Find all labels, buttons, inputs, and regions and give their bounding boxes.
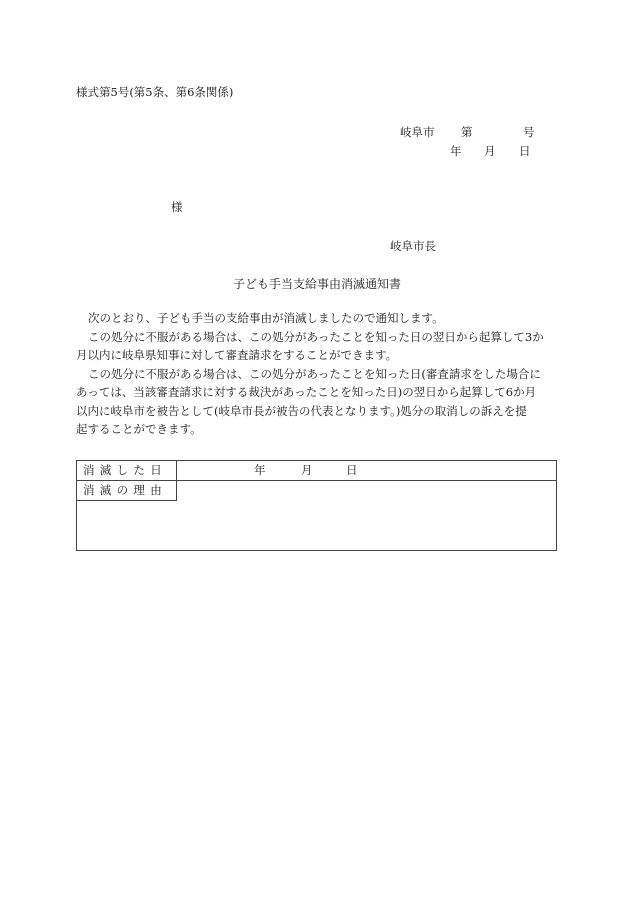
issue-date-line — [450, 143, 531, 159]
extinction-details-table — [76, 460, 557, 551]
issue-month: 月 — [484, 144, 496, 158]
body-line: この処分に不服がある場合は、この処分があったことを知った日の翌日から起算して3か — [88, 329, 544, 344]
issue-day: 日 — [519, 144, 531, 158]
form-number-label: 様式第5号(第5条、第6条関係) — [76, 85, 234, 99]
extinction-date-field[interactable] — [254, 461, 358, 480]
document-title: 子ども手当支給事由消滅通知書 — [233, 277, 402, 291]
extinction-year: 年 — [254, 463, 266, 477]
issuer-go: 号 — [523, 125, 535, 139]
body-line: 以内に岐阜市を被告として(岐阜市長が被告の代表となります。)処分の取消しの訴えを提 — [76, 403, 527, 418]
notice-body — [76, 309, 562, 439]
extinction-reason-label: 消滅の理由 — [77, 481, 177, 501]
body-line: 次のとおり、子ども手当の支給事由が消滅しましたので通知します。 — [88, 311, 444, 325]
body-line: あっては、当該審査請求に対する裁決があったことを知った日)の翌日から起算して6か月 — [76, 385, 537, 399]
extinction-date-label: 消滅した日 — [77, 461, 177, 480]
issuer-dai: 第 — [461, 125, 473, 139]
body-line: 月以内に岐阜県知事に対して審査請求をすることができます。 — [76, 348, 398, 362]
body-line: この処分に不服がある場合は、この処分があったことを知った日(審査請求をした場合に — [88, 366, 541, 381]
issuer-city: 岐阜市 — [400, 125, 435, 139]
sender-name: 岐阜市長 — [390, 239, 436, 253]
extinction-month: 月 — [301, 463, 313, 477]
issue-year: 年 — [450, 144, 462, 158]
body-line: 起することができます。 — [76, 422, 202, 436]
extinction-day: 日 — [346, 463, 358, 477]
extinction-date-row — [77, 461, 556, 481]
recipient-honorific: 様 — [171, 200, 183, 214]
issuer-number-line — [400, 124, 535, 140]
